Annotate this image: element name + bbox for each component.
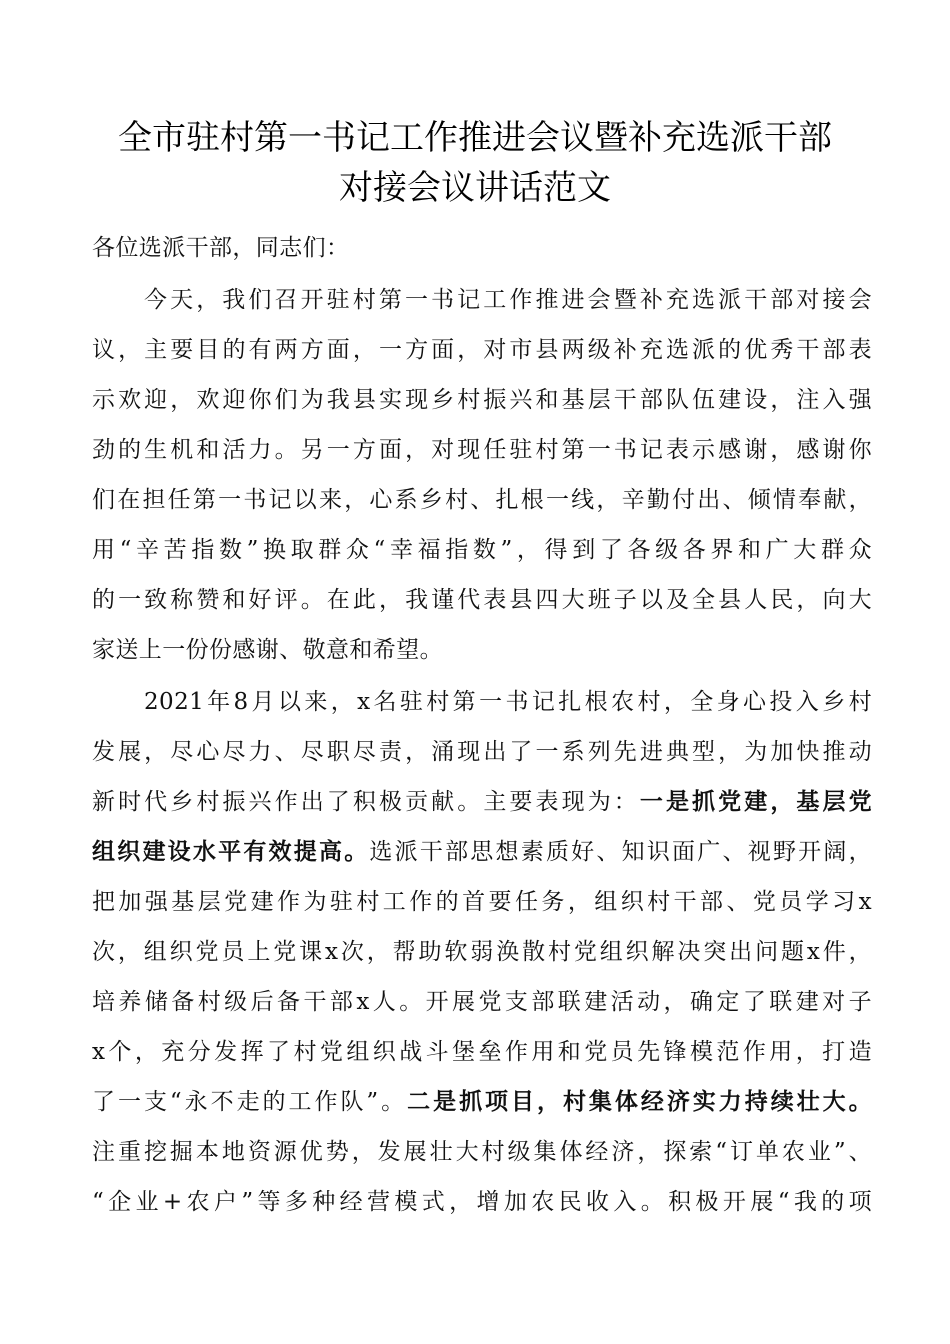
paragraph-2-line bbox=[92, 1087, 872, 1117]
paragraph-1-line: 们在担任第一书记以来，心系乡村、扎根一线，辛勤付出、倾情奉献， bbox=[92, 487, 872, 513]
paragraph-2-text: 新时代乡村振兴作出了积极贡献。主要表现为： bbox=[92, 789, 640, 815]
paragraph-1-line: 家送上一份份感谢、敬意和希望。 bbox=[92, 637, 443, 663]
paragraph-1-line: 今天，我们召开驻村第一书记工作推进会暨补充选派干部对接会 bbox=[144, 287, 872, 313]
paragraph-2-line bbox=[92, 787, 872, 817]
document-title-line-1: 全市驻村第一书记工作推进会议暨补充选派干部 bbox=[118, 118, 832, 158]
paragraph-2-text: 选派干部思想素质好、知识面广、视野开阔， bbox=[369, 839, 872, 865]
paragraph-2-line: 注重挖掘本地资源优势，发展壮大村级集体经济，探索“订单农业”、 bbox=[92, 1139, 872, 1165]
paragraph-2-line: 把加强基层党建作为驻村工作的首要任务，组织村干部、党员学习x bbox=[92, 889, 872, 915]
point-two-heading: 二是抓项目，村集体经济实力持续壮大。 bbox=[407, 1088, 872, 1115]
paragraph-2-line: 培养储备村级后备干部x人。开展党支部联建活动，确定了联建对子 bbox=[92, 989, 872, 1015]
greeting: 各位选派干部，同志们： bbox=[92, 235, 350, 261]
paragraph-2-line: 发展，尽心尽力、尽职尽责，涌现出了一系列先进典型，为加快推动 bbox=[92, 739, 872, 765]
paragraph-1-line: 示欢迎，欢迎你们为我县实现乡村振兴和基层干部队伍建设，注入强 bbox=[92, 387, 872, 413]
paragraph-1-line: 用“辛苦指数”换取群众“幸福指数”，得到了各级各界和广大群众 bbox=[92, 537, 872, 563]
paragraph-2-text: 了一支“永不走的工作队”。 bbox=[92, 1089, 408, 1115]
paragraph-2-line bbox=[92, 837, 872, 867]
paragraph-2-line: 次，组织党员上党课x次，帮助软弱涣散村党组织解决突出问题x件， bbox=[92, 939, 872, 965]
point-one-heading-continued: 组织建设水平有效提高。 bbox=[92, 838, 370, 865]
document-title-line-2: 对接会议讲话范文 bbox=[339, 168, 611, 208]
paragraph-2-line: “企业+农户”等多种经营模式，增加农民收入。积极开展“我的项 bbox=[92, 1189, 872, 1215]
paragraph-1-line: 议，主要目的有两方面，一方面，对市县两级补充选派的优秀干部表 bbox=[92, 337, 872, 363]
paragraph-2-line: x个，充分发挥了村党组织战斗堡垒作用和党员先锋模范作用，打造 bbox=[92, 1039, 872, 1065]
paragraph-1-line: 的一致称赞和好评。在此，我谨代表县四大班子以及全县人民，向大 bbox=[92, 587, 872, 613]
point-one-heading: 一是抓党建，基层党 bbox=[639, 788, 872, 815]
paragraph-2-line: 2021年8月以来，x名驻村第一书记扎根农村，全身心投入乡村 bbox=[144, 689, 872, 715]
paragraph-1-line: 劲的生机和活力。另一方面，对现任驻村第一书记表示感谢，感谢你 bbox=[92, 437, 872, 463]
